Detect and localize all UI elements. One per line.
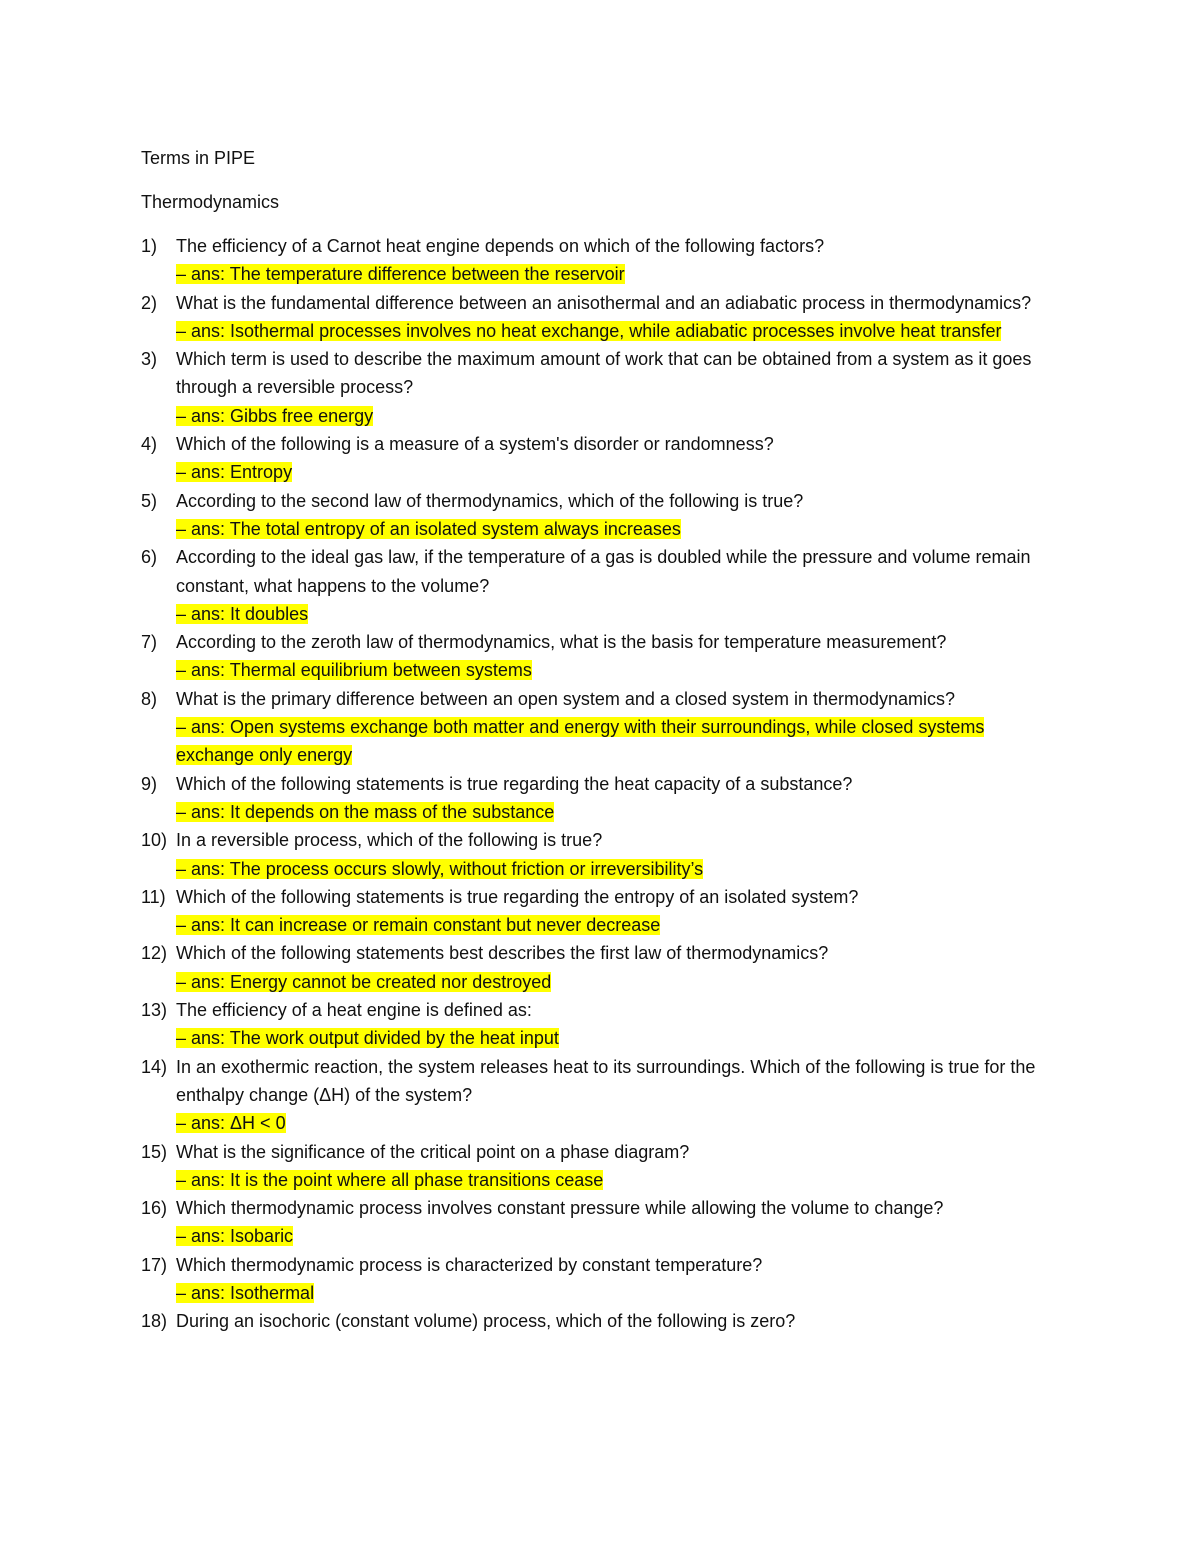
answer-line bbox=[176, 1109, 1066, 1137]
question-text: Which of the following statements is true regarding the entropy of an isolated system? bbox=[176, 886, 859, 907]
list-item bbox=[141, 289, 1066, 346]
item-number: 16) bbox=[141, 1198, 168, 1219]
question-text: In an exothermic reaction, the system releases heat to its surroundings. Which of the following is true for the enthalpy change (ΔH) of the system? bbox=[176, 1056, 1036, 1105]
question-text: The efficiency of a Carnot heat engine depends on which of the following factors? bbox=[176, 236, 825, 256]
list-item bbox=[141, 628, 1066, 685]
answer-line bbox=[176, 260, 1066, 288]
question-text: During an isochoric (constant volume) process, which of the following is zero? bbox=[176, 1311, 796, 1332]
answer-line bbox=[176, 1279, 1066, 1307]
list-item bbox=[141, 996, 1066, 1053]
answer-highlight: – ans: Thermal equilibrium between systems bbox=[176, 660, 532, 681]
answer-line bbox=[176, 458, 1066, 486]
question-text: Which thermodynamic process involves constant pressure while allowing the volume to change? bbox=[176, 1198, 944, 1219]
question-list bbox=[141, 232, 1066, 1336]
answer-line bbox=[176, 798, 1066, 826]
document-body bbox=[141, 144, 1066, 1336]
answer-line bbox=[176, 1166, 1066, 1194]
question-text: In a reversible process, which of the following is true? bbox=[176, 830, 603, 851]
answer-highlight: – ans: It depends on the mass of the substance bbox=[176, 801, 555, 822]
item-number: 17) bbox=[141, 1254, 168, 1275]
answer-highlight: – ans: Gibbs free energy bbox=[176, 405, 374, 426]
answer-line bbox=[176, 713, 1066, 770]
answer-line bbox=[176, 1222, 1066, 1250]
item-number: 4) bbox=[141, 434, 158, 455]
list-item bbox=[141, 1251, 1066, 1308]
item-number: 18) bbox=[141, 1311, 168, 1332]
item-number: 13) bbox=[141, 1000, 168, 1021]
list-item bbox=[141, 345, 1066, 430]
item-number: 7) bbox=[141, 632, 158, 653]
list-item bbox=[141, 543, 1066, 628]
list-item bbox=[141, 430, 1066, 487]
answer-highlight: – ans: Energy cannot be created nor destroyed bbox=[176, 971, 552, 992]
answer-line bbox=[176, 855, 1066, 883]
answer-line bbox=[176, 600, 1066, 628]
list-item bbox=[141, 685, 1066, 770]
answer-highlight: – ans: The total entropy of an isolated system always increases bbox=[176, 518, 681, 539]
item-number: 9) bbox=[141, 773, 158, 794]
question-text: According to the second law of thermodynamics, which of the following is true? bbox=[176, 490, 804, 511]
item-number: 12) bbox=[141, 943, 168, 964]
item-number: 5) bbox=[141, 490, 158, 511]
item-number: 14) bbox=[141, 1056, 168, 1077]
question-text: Which of the following statements best describes the first law of thermodynamics? bbox=[176, 943, 829, 964]
answer-highlight: – ans: It is the point where all phase transitions cease bbox=[176, 1169, 604, 1190]
question-text: Which term is used to describe the maximum amount of work that can be obtained from a system as it goes through a reversible process? bbox=[176, 349, 1032, 398]
item-number: 11) bbox=[141, 886, 166, 907]
list-item bbox=[141, 1138, 1066, 1195]
list-item bbox=[141, 770, 1066, 827]
list-item bbox=[141, 939, 1066, 996]
question-text: According to the ideal gas law, if the temperature of a gas is doubled while the pressure and volume remain constant, what happens to the volume? bbox=[176, 547, 1031, 596]
answer-highlight: – ans: ΔH < 0 bbox=[176, 1113, 286, 1134]
list-item bbox=[141, 826, 1066, 883]
question-text: Which thermodynamic process is characterized by constant temperature? bbox=[176, 1254, 763, 1275]
item-number: 2) bbox=[141, 292, 158, 313]
question-text: What is the primary difference between an open system and a closed system in thermodynamics? bbox=[176, 688, 956, 709]
question-text: According to the zeroth law of thermodynamics, what is the basis for temperature measurement? bbox=[176, 632, 947, 653]
item-number: 3) bbox=[141, 349, 158, 370]
answer-highlight: – ans: Entropy bbox=[176, 462, 293, 483]
list-item bbox=[141, 1053, 1066, 1138]
answer-line bbox=[176, 515, 1066, 543]
answer-line bbox=[176, 911, 1066, 939]
question-text: The efficiency of a heat engine is defined as: bbox=[176, 1000, 532, 1021]
answer-line bbox=[176, 1024, 1066, 1052]
answer-highlight: – ans: Open systems exchange both matter and energy with their surroundings, while closed systems exchange only energy bbox=[176, 717, 985, 766]
list-item bbox=[141, 487, 1066, 544]
question-text: Which of the following statements is true regarding the heat capacity of a substance? bbox=[176, 773, 853, 794]
list-item bbox=[141, 1194, 1066, 1251]
answer-highlight: – ans: Isothermal bbox=[176, 1282, 315, 1303]
list-item bbox=[141, 232, 1066, 289]
answer-line bbox=[176, 402, 1066, 430]
list-item bbox=[141, 883, 1066, 940]
item-number: 10) bbox=[141, 830, 168, 851]
section-heading: Thermodynamics bbox=[141, 192, 280, 212]
answer-line bbox=[176, 656, 1066, 684]
answer-highlight: – ans: Isothermal processes involves no heat exchange, while adiabatic processes involve heat transfer bbox=[176, 320, 1002, 341]
item-number: 6) bbox=[141, 547, 158, 568]
question-text: What is the fundamental difference between an anisothermal and an adiabatic process in thermodynamics? bbox=[176, 292, 1032, 313]
item-number: 8) bbox=[141, 688, 158, 709]
question-text: What is the significance of the critical point on a phase diagram? bbox=[176, 1141, 690, 1162]
answer-highlight: – ans: The process occurs slowly, without friction or irreversibility’s bbox=[176, 858, 704, 879]
answer-highlight: – ans: It doubles bbox=[176, 603, 309, 624]
question-text: Which of the following is a measure of a system's disorder or randomness? bbox=[176, 434, 774, 455]
answer-highlight: – ans: The temperature difference between the reservoir bbox=[176, 264, 625, 285]
list-item bbox=[141, 1307, 1066, 1335]
item-number: 1) bbox=[141, 236, 158, 256]
answer-highlight: – ans: Isobaric bbox=[176, 1226, 294, 1247]
answer-line bbox=[176, 317, 1066, 345]
document-title: Terms in PIPE bbox=[141, 148, 256, 168]
answer-highlight: – ans: The work output divided by the heat input bbox=[176, 1028, 559, 1049]
answer-highlight: – ans: It can increase or remain constant but never decrease bbox=[176, 915, 661, 936]
answer-line bbox=[176, 968, 1066, 996]
item-number: 15) bbox=[141, 1141, 168, 1162]
